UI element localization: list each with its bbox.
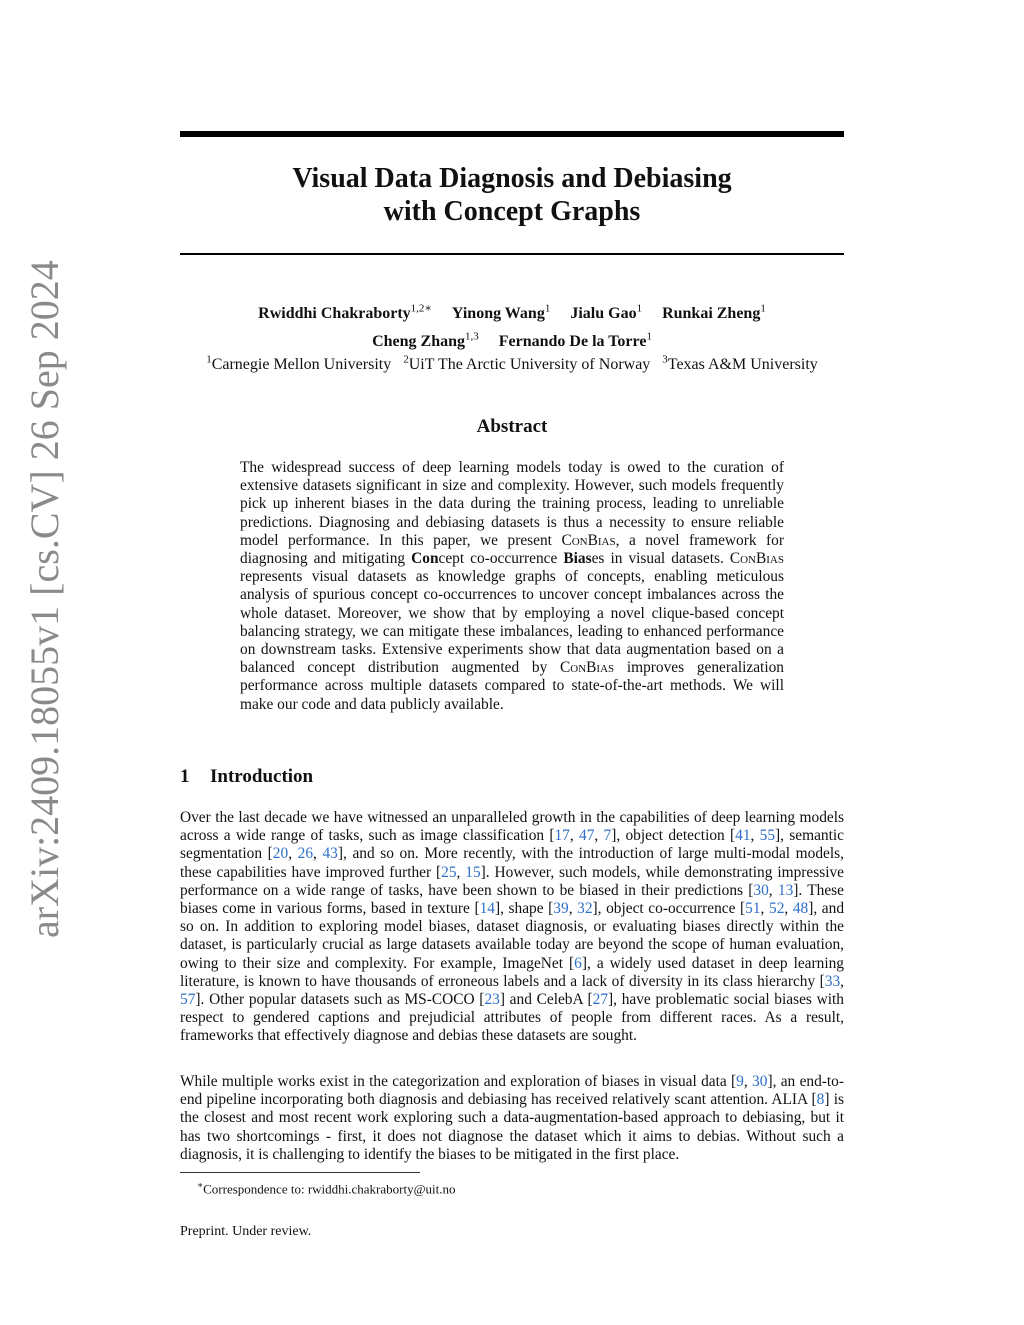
body-text: ]. These biases come in various forms, based in texture [: [180, 881, 844, 918]
affiliation-mark: 1: [206, 354, 212, 366]
author: [662, 305, 766, 322]
author-line-1: [180, 298, 844, 325]
citation-link[interactable]: 9: [736, 1073, 744, 1090]
intro-paragraph-1: Over the last decade we have witnessed an unparalleled growth in the capabilities of deep learning models across a wide range of tasks, such as image classification [17, 47, 7], object detection [41, 55], semantic segmentation [20, 26, 43], and so on. More recently, with the introduction of large multi-modal models, these capabilities have improved further [25, 15]. However, such models, while demonstrating impressive performance on a wide range of tasks, have been shown to be biased in their predictions [30, 13]. These biases come in various forms, based in texture [14], shape [39, 32], object co-occurrence [51, 52, 48], and so on. In addition to exploring model biases, dataset diagnosis, or evaluating biases directly within the dataset, is particularly crucial as large datasets available today are beyond the scope of human evaluation, owing to their size and complexity. For example, ImageNet [6], a widely used dataset in deep learning literature, is known to have thousands of erroneous labels and a lack of diversity in its class hierarchy [33, 57]. Other popular datasets such as MS-COCO [23] and CelebA [27], have problematic social biases with respect to gendered captions and prejudicial attributes of people from different races. As a result, frameworks that effectively diagnose and debias these datasets are sought.: [180, 809, 845, 1045]
affiliation-mark: 3: [662, 354, 668, 366]
abstract-text: , a novel framework for diagnosing and mitigating: [240, 531, 784, 568]
body-text: ], object detection [: [611, 827, 736, 845]
footnote-text: Correspondence to: rwiddhi.chakraborty@uit.no: [203, 1181, 456, 1197]
author-name: Cheng Zhang: [372, 332, 465, 350]
citation-link[interactable]: 57: [180, 991, 196, 1009]
author-name: Jialu Gao: [570, 305, 637, 323]
author-affiliation-mark: 1: [646, 330, 652, 343]
citation-link[interactable]: 8: [816, 1091, 825, 1109]
title-rule-bottom: [180, 253, 844, 255]
emphasis: Con: [411, 550, 439, 568]
body-text: ]. However, such models, while demonstrating impressive performance on a wide range of tasks, have been shown to be biased in their predictions [: [180, 863, 845, 899]
author-affiliation-mark: 1: [544, 303, 551, 315]
method-name: ConBias: [559, 659, 615, 677]
affiliation: [206, 356, 391, 373]
method-name: ConBias: [729, 550, 784, 568]
abstract-text: The widespread success of deep learning models today is owed to the curation of extensive datasets significant in size and complexity. However, such models frequently pick up inherent biases in the data during the training process, leading to unreliable predictions. Diagnosing and debiasing datasets is thus a necessity to ensure reliable model performance. In this paper, we present: [240, 459, 784, 549]
citation-link[interactable]: 43: [322, 845, 338, 863]
citation-link[interactable]: 25: [441, 863, 457, 881]
body-text: ]. Other popular datasets such as MS-COCO [: [195, 991, 485, 1009]
citation-link[interactable]: 14: [479, 900, 495, 918]
author: [498, 330, 652, 350]
author-name: Fernando De la Torre: [498, 332, 647, 350]
citation-link[interactable]: 47: [579, 827, 595, 845]
body-text: Over the last decade we have witnessed an unparalleled growth in the capabilities of deep learning models across a wide range of tasks, such as image classification [: [180, 809, 844, 845]
affiliation-name: UiT The Arctic University of Norway: [408, 356, 651, 374]
title-line-1: Visual Data Diagnosis and Debiasing: [292, 163, 732, 194]
section-heading: [180, 766, 313, 788]
body-text: ], object co-occurrence [: [592, 900, 746, 918]
author-name: Runkai Zheng: [662, 305, 761, 323]
affiliation-name: Texas A&M University: [667, 356, 818, 374]
footnote-rule: [180, 1172, 420, 1173]
author-list: [180, 298, 844, 353]
citation-link[interactable]: 13: [777, 881, 794, 899]
citation-link[interactable]: 17: [554, 827, 570, 845]
citation-link[interactable]: 15: [465, 863, 481, 881]
citation-link[interactable]: 20: [272, 845, 289, 863]
citation-link[interactable]: 39: [553, 900, 569, 918]
emphasis: Bias: [563, 550, 592, 568]
body-text: ], and so on. More recently, with the introduction of large multi-modal models, these capabilities have improved further [: [180, 845, 844, 881]
citation-link[interactable]: 6: [574, 954, 582, 972]
footnote-mark: ∗: [197, 1180, 204, 1190]
title-line-2: with Concept Graphs: [383, 196, 641, 227]
body-text: ] is the closest and most recent work exploring such a data-augmentation-based approach to debiasing, but it has two shortcomings - first, it does not diagnose the dataset which it aims to debias. Without such a diagnosis, it is challenging to identify the biases to be mitigated in the first place.: [180, 1091, 844, 1163]
paper-title: [180, 162, 844, 228]
body-text: ], shape [: [494, 900, 554, 918]
method-name: ConBias: [561, 531, 616, 549]
author: [258, 305, 432, 322]
author-affiliation-mark: 1,3: [464, 330, 479, 343]
affiliation-mark: 2: [403, 354, 409, 366]
author: [372, 330, 479, 350]
arxiv-identifier: arXiv:2409.18055v1 [cs.CV] 26 Sep 2024: [22, 260, 67, 938]
author-name: Rwiddhi Chakraborty: [258, 305, 411, 323]
citation-link[interactable]: 41: [735, 827, 751, 845]
citation-link[interactable]: 48: [792, 900, 809, 918]
citation-link[interactable]: 27: [592, 991, 609, 1009]
citation-link[interactable]: 23: [484, 991, 500, 1009]
intro-paragraph-2: While multiple works exist in the categorization and exploration of biases in visual data [9, 30], an end-to-end pipeline incorporating both diagnosis and debiasing has received relatively scant attention. ALIA [8] is the closest and most recent work exploring such a data-augmentation-based approach to debiasing, but it has two shortcomings - first, it does not diagnose the dataset which it aims to debias. Without such a diagnosis, it is challenging to identify the biases to be mitigated in the first place.: [180, 1073, 845, 1163]
author-name: Yinong Wang: [451, 305, 545, 323]
body-text: ], semantic segmentation [: [180, 827, 844, 863]
affiliation: [403, 356, 650, 373]
abstract-text: improves generalization performance across multiple datasets compared to state-of-the-art methods. We will make our code and data publicly available.: [240, 659, 785, 713]
citation-link[interactable]: 52: [769, 900, 785, 918]
abstract-text: es in visual datasets.: [591, 550, 730, 568]
citation-link[interactable]: 33: [824, 972, 841, 990]
citation-link[interactable]: 32: [577, 900, 593, 918]
abstract-text: represents visual datasets as knowledge graphs of concepts, enabling meticulous analysis of spurious concept co-occurrences to uncover concept imbalances across the whole dataset. Moreover, we show that by employing a novel clique-based concept balancing strategy, we can mitigate these imbalances, leading to enhanced performance on downstream tasks. Extensive experiments show that data augmentation based on a balanced concept distribution augmented by: [240, 568, 784, 677]
body-text: ], and so on. In addition to exploring model biases, dataset diagnosis, or evaluating biases directly within the dataset, is particularly crucial as large datasets available today are beyond the scope of human evaluation, owing to their size and complexity. For example, ImageNet [: [180, 900, 845, 972]
section-number: 1: [180, 766, 190, 787]
citation-link[interactable]: 55: [759, 827, 776, 845]
affiliation: [662, 356, 817, 373]
body-text: ], a widely used dataset in deep learning literature, is known to have thousands of erroneous labels and a lack of diversity in its class hierarchy [: [180, 954, 844, 990]
body-text: While multiple works exist in the categorization and exploration of biases in visual data [: [180, 1073, 737, 1090]
footnote: [197, 1177, 456, 1197]
author: [452, 305, 550, 322]
abstract-text: cept co-occurrence: [438, 550, 564, 568]
author-affiliation-mark: 1: [636, 303, 643, 315]
body-text: ], an end-to-end pipeline incorporating both diagnosis and debiasing has received relatively scant attention. ALIA [: [180, 1073, 845, 1109]
section-title: Introduction: [210, 766, 314, 787]
author: [570, 305, 642, 322]
affiliation-list: [180, 349, 844, 376]
abstract-body: [240, 459, 784, 714]
author-affiliation-mark: 1: [760, 303, 766, 315]
citation-link[interactable]: 30: [753, 881, 769, 899]
author-affiliation-mark: 1,2∗: [410, 303, 432, 315]
citation-link[interactable]: 30: [752, 1073, 768, 1090]
preprint-notice: Preprint. Under review.: [180, 1224, 312, 1239]
title-rule-top: [180, 131, 844, 137]
body-text: ] and CelebA [: [499, 991, 593, 1009]
citation-link[interactable]: 51: [745, 900, 761, 918]
body-text: ], have problematic social biases with respect to gendered captions and prejudicial attributes of people from different races. As a result, frameworks that effectively diagnose and debias these datasets are sought.: [180, 991, 844, 1045]
abstract-heading: Abstract: [476, 416, 548, 437]
citation-link[interactable]: 7: [603, 827, 612, 845]
citation-link[interactable]: 26: [297, 845, 314, 863]
affiliation-name: Carnegie Mellon University: [211, 356, 392, 374]
